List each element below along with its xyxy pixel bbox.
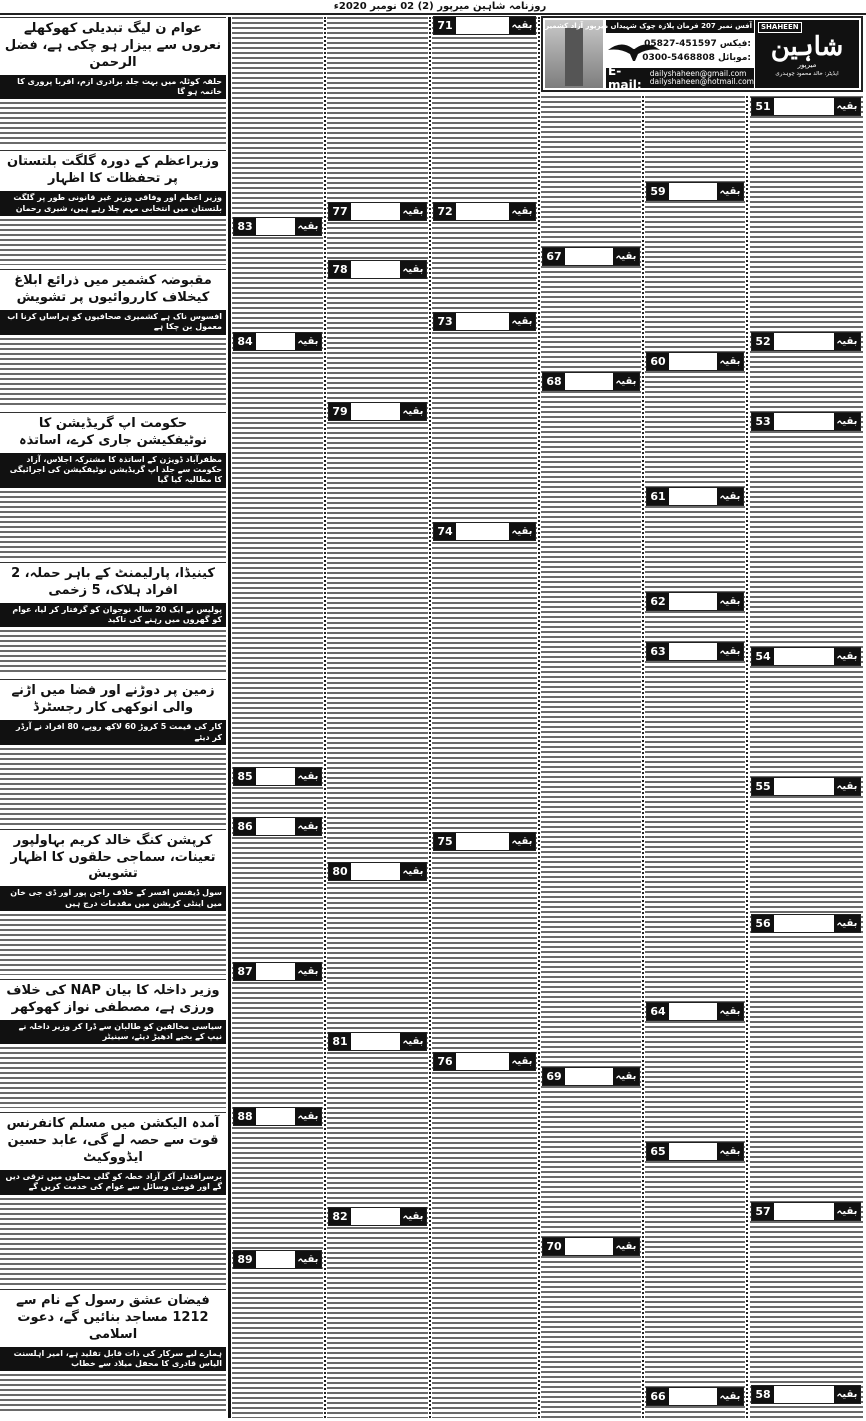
story-headline: فیضان عشق رسول کے نام سے 1212 مساجد بنائیں گے، دعوت اسلامی — [0, 1289, 226, 1347]
story-body — [0, 338, 226, 408]
continuation-box — [233, 332, 322, 351]
continuation-box — [751, 1202, 861, 1221]
continuation-box — [433, 312, 536, 331]
continuation-number: 68 — [543, 373, 565, 390]
logo-english: SHAHEEN — [758, 22, 802, 33]
column-divider — [746, 96, 748, 1418]
story-subhead: حلقہ کوٹلہ میں بہت جلد برادری ازم، اقربا پروری کا خاتمہ ہو گا — [0, 75, 226, 100]
continuation-number: 85 — [234, 768, 256, 785]
continuation-number: 63 — [647, 643, 669, 660]
continuation-box — [646, 182, 744, 201]
continuation-label: بقیہ — [717, 353, 743, 370]
continuation-number: 62 — [647, 593, 669, 610]
continuation-label: بقیہ — [400, 261, 426, 278]
continuation-box — [433, 202, 536, 221]
continuation-number: 83 — [234, 218, 256, 235]
continuation-number: 71 — [434, 17, 456, 34]
continuation-label: بقیہ — [613, 373, 639, 390]
story-body — [0, 102, 226, 146]
continuation-number: 69 — [543, 1068, 565, 1085]
story-headline: عوام ن لیگ تبدیلی کھوکھلے نعروں سے بیزار ہو چکی ہے، فضل الرحمن — [0, 17, 226, 75]
column-text — [541, 96, 641, 1418]
continuation-box — [328, 1032, 427, 1051]
continuation-label: بقیہ — [717, 488, 743, 505]
continuation-number: 75 — [434, 833, 456, 850]
continuation-box — [646, 1002, 744, 1021]
story-body — [0, 1374, 226, 1414]
story-subhead: افسوس ناک ہے کشمیری صحافیوں کو ہراساں کرنا اب معمول بن چکا ہے — [0, 310, 226, 335]
continuation-box — [751, 97, 861, 116]
news-column — [0, 17, 226, 1418]
continuation-label: بقیہ — [613, 248, 639, 265]
continuation-number: 51 — [752, 98, 774, 115]
continuation-label: بقیہ — [295, 333, 321, 350]
contact-block — [545, 20, 754, 92]
story-body — [0, 914, 226, 975]
story-subhead: برسراقتدار آکر آزاد خطہ کو گلی محلوں میں ترقی دیں گے اور قومی وسائل سے عوام کی خدمت کریں گے — [0, 1170, 226, 1195]
column-divider — [324, 17, 326, 1418]
news-story — [0, 17, 226, 150]
email-gmail[interactable]: dailyshaheen@gmail.com — [649, 68, 747, 78]
story-subhead: ہمارے لیے سرکار کی ذات قابل تقلید ہے، امیر اہلسنت الیاس قادری کا محفل میلاد سے خطاب — [0, 1347, 226, 1372]
continuation-number: 87 — [234, 963, 256, 980]
continuation-box — [646, 642, 744, 661]
continuation-label: بقیہ — [834, 778, 860, 795]
story-subhead: مظفرآباد ڈویژن کے اساتذہ کا مشترکہ اجلاس، آزاد حکومت سے جلد اپ گریڈیشن نوٹیفکیشن کی اجرائیگی کا مطالبہ کیا گیا — [0, 453, 226, 488]
continuation-box — [433, 522, 536, 541]
continuation-number: 74 — [434, 523, 456, 540]
continuation-box — [646, 592, 744, 611]
continuation-number: 82 — [329, 1208, 351, 1225]
story-headline: زمین پر دوڑنے اور فضا میں اڑنے والی انوکھی کار رجسٹرڈ — [0, 679, 226, 720]
continuation-box — [751, 647, 861, 666]
column-text — [432, 17, 537, 1418]
story-body — [0, 1198, 226, 1285]
continuation-number: 53 — [752, 413, 774, 430]
news-story — [0, 979, 226, 1112]
story-subhead: کار کی قیمت 5 کروڑ 60 لاکھ روپے، 80 افراد نے آرڈر کر دیئے — [0, 720, 226, 745]
continuation-box — [233, 767, 322, 786]
story-subhead: پولیس نے ایک 20 سالہ نوجوان کو گرفتار کر لیا، عوام کو گھروں میں رہنے کی تاکید — [0, 603, 226, 628]
continuation-label: بقیہ — [509, 17, 535, 34]
continuation-box — [433, 832, 536, 851]
story-headline: وزیر داخلہ کا بیان NAP کی خلاف ورزی ہے، مصطفی نواز کھوکھر — [0, 979, 226, 1020]
continuation-label: بقیہ — [400, 1033, 426, 1050]
continuation-label: بقیہ — [834, 1203, 860, 1220]
story-headline: وزیراعظم کے دورہ گلگت بلتستان پر تحفظات کا اظہار — [0, 150, 226, 191]
continuation-label: بقیہ — [295, 218, 321, 235]
fax-number: 05827-451597 — [644, 39, 717, 49]
story-subhead: وزیر اعظم اور وفاقی وزیر غیر قانونی طور پر گلگت بلتستان میں انتخابی مہم چلا رہے ہیں، شیری رحمان — [0, 191, 226, 216]
continuation-label: بقیہ — [834, 333, 860, 350]
continuation-box — [328, 862, 427, 881]
news-story — [0, 679, 226, 828]
mobile-label: موبائل: — [718, 53, 751, 63]
column-divider — [642, 96, 644, 1418]
continuation-number: 77 — [329, 203, 351, 220]
continuation-box — [751, 777, 861, 796]
story-headline: حکومت اپ گریڈیشن کا نوٹیفکیشن جاری کرے، اساتذہ — [0, 412, 226, 453]
masthead — [541, 16, 863, 92]
continuation-label: بقیہ — [717, 593, 743, 610]
continuation-box — [646, 352, 744, 371]
continuation-label: بقیہ — [509, 523, 535, 540]
news-story — [0, 150, 226, 269]
continuation-label: بقیہ — [834, 648, 860, 665]
continuation-label: بقیہ — [717, 1143, 743, 1160]
logo-city: میرپور — [797, 61, 817, 69]
continuation-box — [542, 372, 640, 391]
mobile-number: 0300-5468808 — [642, 53, 715, 63]
column-text — [645, 96, 745, 1418]
continuation-number: 67 — [543, 248, 565, 265]
continuation-number: 79 — [329, 403, 351, 420]
news-story — [0, 1289, 226, 1418]
continuation-number: 61 — [647, 488, 669, 505]
story-headline: مقبوضہ کشمیر میں ذرائع ابلاغ کیخلاف کارروائیوں پر تشویش — [0, 269, 226, 310]
continuation-box — [233, 962, 322, 981]
continuation-label: بقیہ — [834, 1386, 860, 1403]
continuation-box — [751, 332, 861, 351]
continuation-number: 57 — [752, 1203, 774, 1220]
continuation-box — [646, 1387, 744, 1406]
news-story — [0, 562, 226, 680]
continuation-number: 78 — [329, 261, 351, 278]
story-body — [0, 1047, 226, 1108]
logo-urdu: شاہین — [770, 32, 844, 62]
column-divider — [538, 17, 540, 1418]
continuation-box — [433, 16, 536, 35]
continuation-label: بقیہ — [400, 863, 426, 880]
editor-name: ایڈیٹر: خالد محمود چوہدری — [775, 71, 839, 77]
continuation-label: بقیہ — [613, 1068, 639, 1085]
story-body — [0, 748, 226, 825]
office-address: آفس نمبر 207 فرمان پلازہ چوک شہیداں میرپور آزاد کشمیر — [606, 20, 754, 33]
continuation-number: 89 — [234, 1251, 256, 1268]
newspaper-logo — [755, 20, 859, 88]
story-body — [0, 491, 226, 558]
continuation-number: 73 — [434, 313, 456, 330]
continuation-number: 52 — [752, 333, 774, 350]
continuation-label: بقیہ — [834, 98, 860, 115]
story-headline: آمدہ الیکشن میں مسلم کانفرنس قوت سے حصہ لے گی، عابد حسین ایڈووکیٹ — [0, 1112, 226, 1170]
continuation-number: 65 — [647, 1143, 669, 1160]
continuation-label: بقیہ — [717, 1003, 743, 1020]
news-story — [0, 829, 226, 979]
continuation-label: بقیہ — [295, 1251, 321, 1268]
story-subhead: سول ڈیفنس افسر کے خلاف راجن پور اور ڈی جی خان میں اینٹی کرپشن میں مقدمات درج ہیں — [0, 886, 226, 911]
top-rule — [0, 13, 866, 15]
continuation-label: بقیہ — [509, 313, 535, 330]
continuation-label: بقیہ — [400, 1208, 426, 1225]
continuation-label: بقیہ — [509, 203, 535, 220]
continuation-box — [233, 1250, 322, 1269]
continuation-box — [751, 412, 861, 431]
continuation-box — [328, 1207, 427, 1226]
continuation-number: 59 — [647, 183, 669, 200]
column-divider — [429, 17, 431, 1418]
continuation-label: بقیہ — [400, 203, 426, 220]
story-headline: کرپشن کنگ خالد کریم بہاولپور تعینات، سماجی حلقوں کا اظہار تشویش — [0, 829, 226, 887]
continuation-box — [328, 402, 427, 421]
continuation-label: بقیہ — [509, 833, 535, 850]
continuation-label: بقیہ — [295, 768, 321, 785]
continuation-number: 70 — [543, 1238, 565, 1255]
continuation-box — [328, 202, 427, 221]
continuation-box — [328, 260, 427, 279]
continuation-number: 76 — [434, 1053, 456, 1070]
continuation-box — [646, 1142, 744, 1161]
continuation-number: 54 — [752, 648, 774, 665]
continuation-label: بقیہ — [717, 183, 743, 200]
continuation-label: بقیہ — [834, 915, 860, 932]
continuation-box — [433, 1052, 536, 1071]
continuation-box — [233, 1107, 322, 1126]
fax-label: فیکس: — [719, 39, 751, 49]
continuation-box — [751, 914, 861, 933]
news-story — [0, 412, 226, 562]
continuation-number: 64 — [647, 1003, 669, 1020]
story-headline: کینیڈا، پارلیمنٹ کے باہر حملہ، 2 افراد ہلاک، 5 زخمی — [0, 562, 226, 603]
continuation-box — [233, 217, 322, 236]
story-body — [0, 630, 226, 675]
continuation-number: 80 — [329, 863, 351, 880]
news-story — [0, 1112, 226, 1289]
continuation-box — [751, 1385, 861, 1404]
continuation-number: 60 — [647, 353, 669, 370]
continuation-number: 55 — [752, 778, 774, 795]
continuation-label: بقیہ — [613, 1238, 639, 1255]
news-story — [0, 269, 226, 412]
continuation-label: بقیہ — [400, 403, 426, 420]
continuation-box — [542, 247, 640, 266]
story-body — [0, 219, 226, 265]
continuation-box — [542, 1237, 640, 1256]
email-label: E-mail: — [608, 64, 642, 92]
continuation-number: 58 — [752, 1386, 774, 1403]
continuation-label: بقیہ — [295, 1108, 321, 1125]
continuation-number: 56 — [752, 915, 774, 932]
email-hotmail[interactable]: dailyshaheen@hotmail.com — [649, 77, 754, 86]
continuation-label: بقیہ — [717, 643, 743, 660]
email-block — [606, 64, 754, 92]
continuation-number: 81 — [329, 1033, 351, 1050]
continuation-label: بقیہ — [295, 818, 321, 835]
story-subhead: سیاسی مخالفین کو طالبان سے ڈرا کر وزیر داخلہ نے نیپ کے بخیے ادھیڑ دیئے، سینیٹر — [0, 1020, 226, 1045]
continuation-number: 84 — [234, 333, 256, 350]
continuation-number: 66 — [647, 1388, 669, 1405]
continuation-number: 86 — [234, 818, 256, 835]
continuation-number: 72 — [434, 203, 456, 220]
dateline: روزنامہ شاہین میرپور (2) 02 نومبر 2020ء — [333, 1, 547, 12]
continuation-label: بقیہ — [717, 1388, 743, 1405]
continuation-number: 88 — [234, 1108, 256, 1125]
continuation-label: بقیہ — [509, 1053, 535, 1070]
column-divider — [228, 17, 231, 1418]
continuation-box — [542, 1067, 640, 1086]
continuation-label: بقیہ — [295, 963, 321, 980]
continuation-box — [646, 487, 744, 506]
continuation-box — [233, 817, 322, 836]
continuation-label: بقیہ — [834, 413, 860, 430]
